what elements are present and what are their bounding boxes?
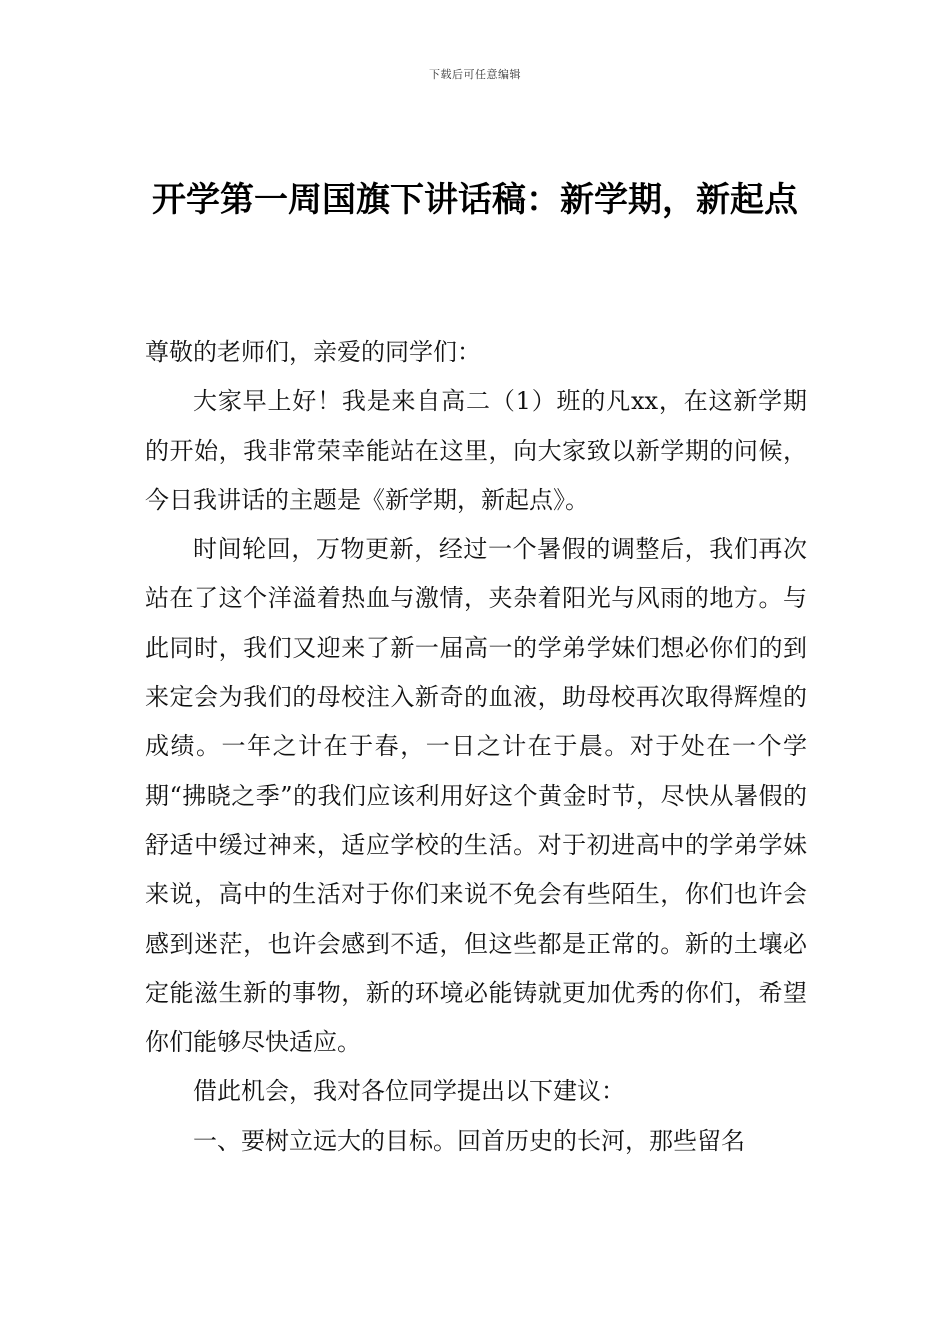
paragraph-suggestions-intro: 借此机会，我对各位同学提出以下建议： — [193, 1077, 625, 1106]
paragraph-new-term: 时间轮回，万物更新，经过一个暑假的调整后，我们再次站在了这个洋溢着热血与激情，夹杂着阳光与风雨的地方。与此同时，我们又迎来了新一届高一的学弟学妹们想必你们的到来定会为我们的母校注入新奇的血液，助母校再次取得辉煌的成绩。一年之计在于春，一日之计在于晨。对于处在一个学期“拂晓之季”的我们应该利用好这个黄金时节，尽快从暑假的舒适中缓过神来，适应学校的生活。对于初进高中的学弟学妹来说，高中的生活对于你们来说不免会有些陌生，你们也许会感到迷茫，也许会感到不适，但这些都是正常的。新的土壤必定能滋生新的事物，新的环境必能铸就更加优秀的你们，希望你们能够尽快适应。 — [145, 535, 807, 1057]
document-title: 开学第一周国旗下讲话稿：新学期，新起点 — [152, 180, 798, 220]
header-note: 下载后可任意编辑 — [429, 68, 521, 81]
paragraph-greeting: 大家早上好！我是来自高二（1）班的凡xx，在这新学期的开始，我非常荣幸能站在这里，向大家致以新学期的问候，今日我讲话的主题是《新学期，新起点》。 — [145, 387, 807, 514]
paragraph-suggestion-one: 一、要树立远大的目标。回首历史的长河，那些留名 — [193, 1126, 745, 1155]
document-body — [145, 328, 807, 1166]
salutation: 尊敬的老师们，亲爱的同学们： — [145, 338, 481, 366]
